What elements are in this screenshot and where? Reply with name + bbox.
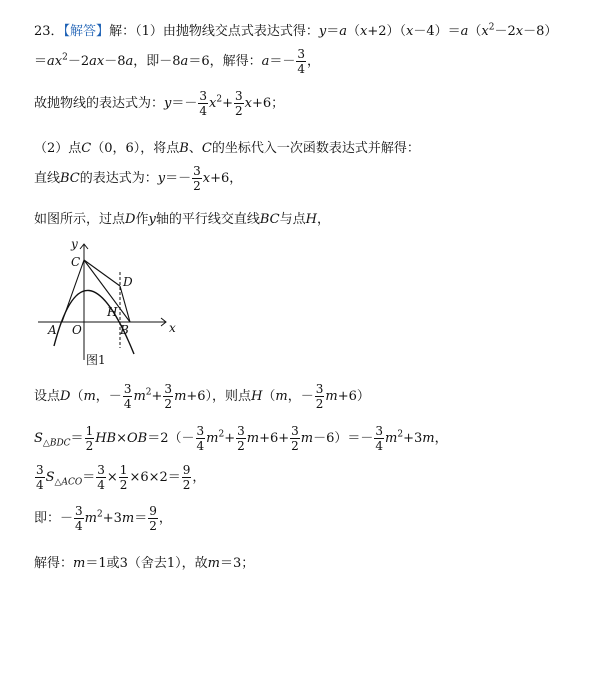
numerator: 3 xyxy=(36,463,44,477)
text: m xyxy=(325,389,338,404)
text: －2 xyxy=(67,54,90,69)
text: C xyxy=(81,141,92,156)
text: （ xyxy=(262,389,276,404)
text: x xyxy=(244,96,252,111)
numerator: 3 xyxy=(375,424,384,438)
text: △ACO xyxy=(54,477,83,488)
text: x xyxy=(481,24,489,39)
text: ，－ xyxy=(287,389,314,404)
label-a: A xyxy=(48,323,57,337)
denominator: 4 xyxy=(297,62,306,76)
denominator: 2 xyxy=(164,397,173,411)
text: ax xyxy=(89,54,105,69)
text: （ xyxy=(346,24,360,39)
fraction xyxy=(123,383,133,410)
fraction xyxy=(182,464,192,491)
text: m xyxy=(84,511,97,526)
numerator: 3 xyxy=(235,89,243,103)
text: －8 xyxy=(104,54,126,69)
text: a xyxy=(125,54,134,69)
text: +2）（ xyxy=(367,24,407,39)
fraction xyxy=(163,383,173,410)
text: 直线 xyxy=(34,171,61,186)
text: H xyxy=(305,212,317,227)
label-b: B xyxy=(120,323,129,337)
text: H xyxy=(251,389,263,404)
line-cd xyxy=(84,260,120,286)
text: x xyxy=(406,24,414,39)
text: ＝2（－ xyxy=(147,431,195,446)
text: + xyxy=(224,431,236,446)
text: ，即－8 xyxy=(133,54,181,69)
numerator: 9 xyxy=(149,504,157,518)
text: （ xyxy=(468,24,482,39)
text: y xyxy=(157,171,166,186)
answer-tag: 【解答】 xyxy=(63,24,110,39)
text: 2 xyxy=(218,429,225,440)
denominator: 4 xyxy=(123,397,132,411)
text: x xyxy=(202,171,211,186)
numerator: 9 xyxy=(182,463,191,477)
text: 与点 xyxy=(279,212,306,227)
denominator: 2 xyxy=(85,439,94,453)
denominator: 2 xyxy=(119,478,128,492)
text: a xyxy=(339,24,347,39)
numerator: 3 xyxy=(196,424,205,438)
text: +3 xyxy=(403,431,423,446)
label-o: O xyxy=(72,323,82,337)
text: 解：（1）由抛物线交点式表达式得： xyxy=(109,24,319,39)
text: 2 xyxy=(62,52,68,63)
fraction xyxy=(85,425,95,452)
text: ， xyxy=(316,212,330,227)
text: 作 xyxy=(135,212,149,227)
numerator: 3 xyxy=(97,463,105,477)
fraction xyxy=(74,505,84,532)
numerator: 3 xyxy=(237,424,245,438)
text: m xyxy=(83,389,96,404)
text: 故抛物线的表达式为： xyxy=(34,96,165,111)
numerator: 3 xyxy=(291,424,299,438)
label-c: C xyxy=(71,255,81,269)
text: ＝ xyxy=(82,470,96,485)
fraction xyxy=(192,165,202,192)
text: 轴的平行线交直线 xyxy=(155,212,260,227)
text: 、 xyxy=(188,141,202,156)
text: ， xyxy=(307,54,321,69)
text: m xyxy=(174,389,187,404)
text: 2 xyxy=(216,94,223,105)
text: ax xyxy=(47,54,63,69)
denominator: 2 xyxy=(235,104,243,118)
text: △BDC xyxy=(42,438,71,449)
text: ＝ xyxy=(70,431,84,446)
denominator: 2 xyxy=(291,439,299,453)
text: +6），则点 xyxy=(186,389,252,404)
solution-line-1 xyxy=(34,20,557,39)
text: m xyxy=(385,431,398,446)
text: m xyxy=(246,431,260,446)
text: x xyxy=(360,24,368,39)
text: ， xyxy=(192,470,206,485)
line-ac xyxy=(62,260,84,322)
solution-line-7 xyxy=(34,383,370,410)
denominator: 4 xyxy=(375,439,384,453)
text: BC xyxy=(259,212,280,227)
text: ＝ xyxy=(134,511,148,526)
text: 2 xyxy=(145,387,152,398)
solution-line-9 xyxy=(34,464,205,491)
text: S xyxy=(45,470,55,485)
text: －8） xyxy=(523,24,558,39)
solution-line-8 xyxy=(34,425,448,452)
text: +6） xyxy=(337,389,370,404)
text: × xyxy=(116,431,127,446)
text: +3 xyxy=(102,511,122,526)
text: +6； xyxy=(252,96,285,111)
text: + xyxy=(222,96,234,111)
denominator: 4 xyxy=(199,104,208,118)
solution-line-2 xyxy=(34,48,320,75)
text: （ xyxy=(70,389,84,404)
text: a xyxy=(180,54,189,69)
text: m xyxy=(422,431,435,446)
text: OB xyxy=(127,431,148,446)
label-x: x xyxy=(169,321,176,335)
solution-line-11 xyxy=(34,552,254,571)
text: D xyxy=(125,212,136,227)
text: ＝－ xyxy=(165,171,192,186)
text: HB xyxy=(95,431,117,446)
text: + xyxy=(151,389,163,404)
text: y xyxy=(318,24,327,39)
text: ＝3； xyxy=(220,556,255,571)
text: × xyxy=(106,470,118,485)
text: S xyxy=(34,431,43,446)
text: －2 xyxy=(494,24,516,39)
text: C xyxy=(201,141,212,156)
fraction xyxy=(236,425,246,452)
text: y xyxy=(148,212,156,227)
numerator: 3 xyxy=(199,89,208,103)
text: 如图所示，过点 xyxy=(34,212,126,227)
text: m xyxy=(73,556,86,571)
label-d: D xyxy=(123,275,133,289)
solution-line-4 xyxy=(34,137,420,156)
text: （0，6），将点 xyxy=(91,141,180,156)
text: m xyxy=(300,431,314,446)
denominator: 2 xyxy=(237,439,245,453)
denominator: 2 xyxy=(149,519,157,533)
solution-line-10 xyxy=(34,505,172,532)
text: m xyxy=(275,389,288,404)
numerator: 3 xyxy=(75,504,83,518)
text: y xyxy=(164,96,172,111)
text: ＝ xyxy=(34,54,48,69)
denominator: 4 xyxy=(97,478,105,492)
text: 2 xyxy=(96,509,103,520)
denominator: 4 xyxy=(36,478,44,492)
text: 2 xyxy=(397,429,404,440)
fraction xyxy=(196,425,206,452)
fraction xyxy=(198,90,208,117)
denominator: 2 xyxy=(315,397,324,411)
text: 的坐标代入一次函数表达式并解得： xyxy=(211,141,420,156)
text: a xyxy=(460,24,469,39)
solution-line-6 xyxy=(34,208,330,227)
text: ＝ xyxy=(326,24,340,39)
text: +6， xyxy=(210,171,243,186)
text: m xyxy=(206,431,219,446)
text: D xyxy=(60,389,71,404)
text: ，－ xyxy=(95,389,122,404)
denominator: 2 xyxy=(182,478,191,492)
numerator: 3 xyxy=(164,382,173,396)
numerator: 1 xyxy=(119,463,128,477)
fraction xyxy=(119,464,129,491)
text: 设点 xyxy=(34,389,61,404)
label-y: y xyxy=(71,237,78,251)
text: 解得： xyxy=(34,556,74,571)
numerator: 1 xyxy=(85,424,94,438)
text: 的表达式为： xyxy=(79,171,158,186)
fraction xyxy=(290,425,300,452)
text: B xyxy=(179,141,189,156)
solution-line-3 xyxy=(34,90,284,117)
text: －6）＝－ xyxy=(313,431,374,446)
text: BC xyxy=(60,171,80,186)
text: ＝1或3（舍去1），故 xyxy=(85,556,208,571)
text: m xyxy=(207,556,220,571)
figure-caption: 图1 xyxy=(86,353,106,367)
text: x xyxy=(209,96,217,111)
text: （2）点 xyxy=(34,141,82,156)
numerator: 3 xyxy=(315,382,324,396)
solution-line-5 xyxy=(34,165,242,192)
fraction xyxy=(234,90,244,117)
text: x xyxy=(515,24,524,39)
fraction xyxy=(148,505,158,532)
text: 即：－ xyxy=(34,511,74,526)
denominator: 2 xyxy=(193,179,201,193)
text: ， xyxy=(158,511,172,526)
line-db xyxy=(120,286,130,322)
parabola-figure xyxy=(34,236,184,374)
text: a xyxy=(261,54,270,69)
denominator: 4 xyxy=(75,519,83,533)
text: ＝6，解得： xyxy=(188,54,262,69)
denominator: 4 xyxy=(196,439,205,453)
text: ， xyxy=(434,431,448,446)
label-h: H xyxy=(107,305,118,319)
text: m xyxy=(133,389,146,404)
text: m xyxy=(121,511,135,526)
numerator: 3 xyxy=(297,47,306,61)
question-number: 23． xyxy=(34,24,64,39)
fraction xyxy=(96,464,106,491)
numerator: 3 xyxy=(193,164,201,178)
text: －4）＝ xyxy=(413,24,461,39)
numerator: 3 xyxy=(123,382,132,396)
text: 2 xyxy=(488,22,495,33)
fraction xyxy=(296,48,306,75)
fraction xyxy=(374,425,384,452)
text: ×6×2＝ xyxy=(129,470,181,485)
text: +6+ xyxy=(259,431,290,446)
fraction xyxy=(315,383,325,410)
text: ＝－ xyxy=(269,54,296,69)
text: ＝－ xyxy=(171,96,198,111)
fraction xyxy=(35,464,45,491)
